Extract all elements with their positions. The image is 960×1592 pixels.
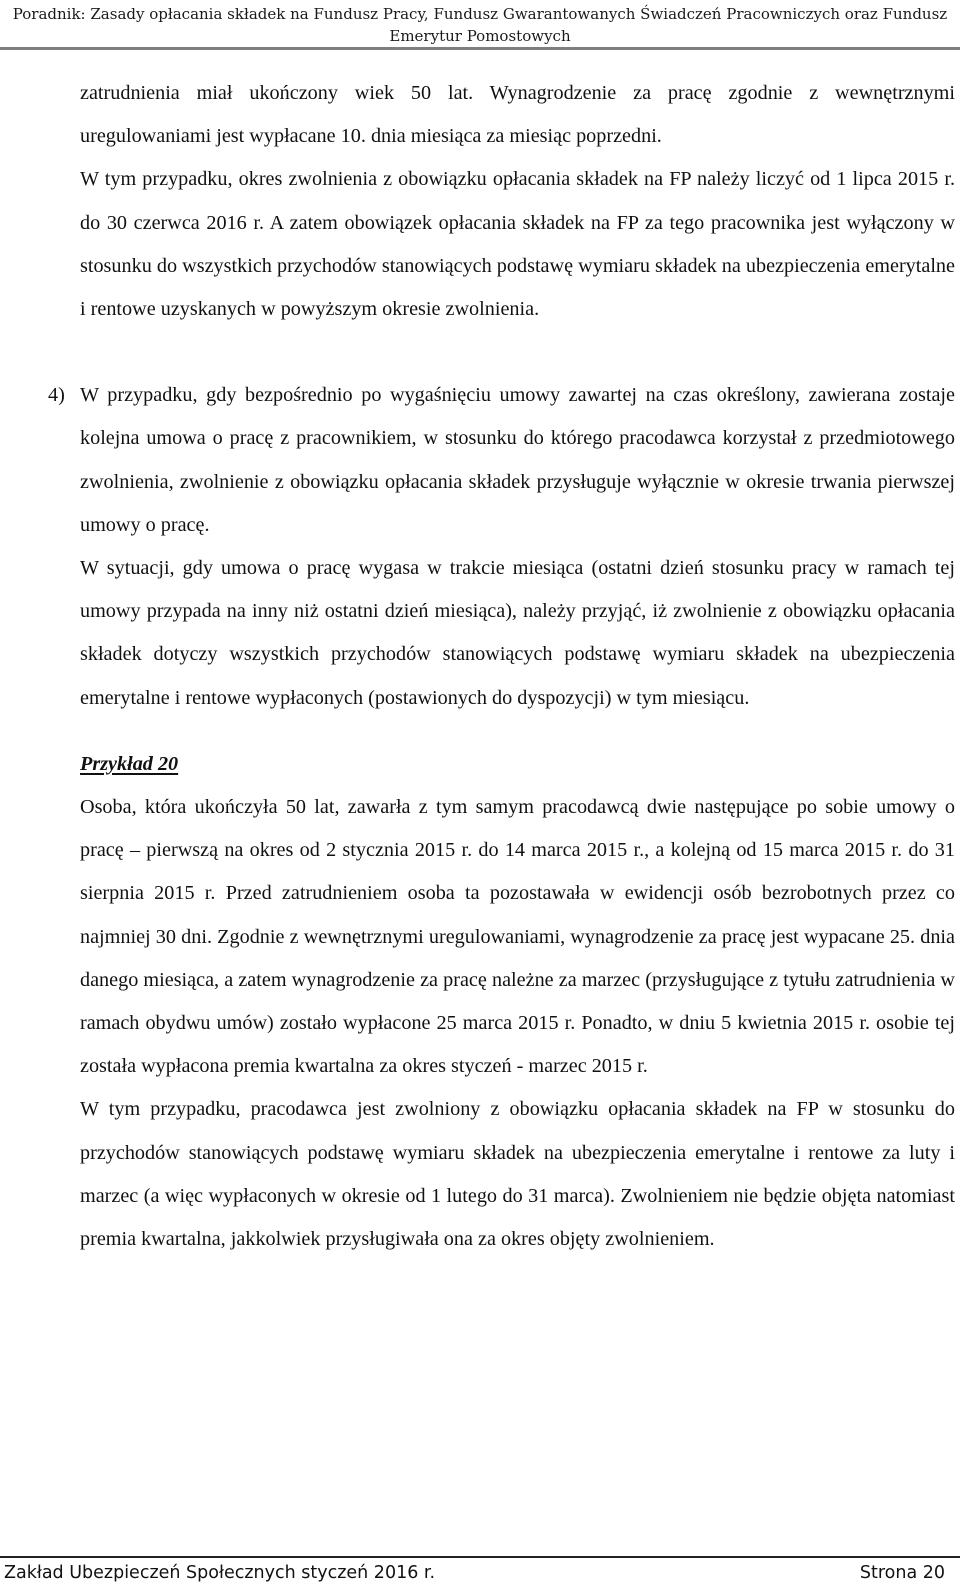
result-paragraph: W tym przypadku, okres zwolnienia z obowiązku opłacania składek na FP należy liczyć od 1 lipca 2015 r. do 30 czerwca 2016 r. A zatem obowiązek opłacania składek na FP za tego pracownika jest wyłączony w stosunku do wszystkich przychodów stanowiących podstawę wymiaru składek na ubezpieczenia emerytalne i rentowe uzyskanych w powyższym okresie zwolnienia. [80,168,955,321]
page-number: Strona 20 [859,1563,945,1583]
footer-organization-date: Zakład Ubezpieczeń Społecznych styczeń 2016 r. [4,1563,436,1583]
page-footer [0,1556,960,1592]
document-body [48,72,955,1261]
example-title: Przykład 20 [80,752,179,775]
header-divider [0,47,960,50]
item-number: 4) [48,384,65,407]
running-header [0,0,960,49]
example-section [80,743,955,1261]
numbered-item-4 [48,374,955,720]
item-4-paragraph-1: W przypadku, gdy bezpośrednio po wygaśnięciu umowy zawartej na czas określony, zawierana zostaje kolejna umowa o pracę z pracownikiem, w stosunku do którego pracodawca korzystał z przedmiotowego zwolnienia, zwolnienie z obowiązku opłacania składek przysługuje wyłącznie w okresie trwania pierwszej umowy o pracę. [80,384,955,536]
item-4-paragraph-2: W sytuacji, gdy umowa o pracę wygasa w trakcie miesiąca (ostatni dzień stosunku pracy w ramach tej umowy przypada na inny niż ostatni dzień miesiąca), należy przyjąć, iż zwolnienie z obowiązku opłacania składek dotyczy wszystkich przychodów stanowiących podstawę wymiaru składek na ubezpieczenia emerytalne i rentowe wypłaconych (postawionych do dyspozycji) w tym miesiącu. [80,557,955,709]
continuation-paragraph: zatrudnienia miał ukończony wiek 50 lat. Wynagrodzenie za pracę zgodnie z wewnętrznymi uregulowaniami jest wypłacane 10. dnia miesiąca za miesiąc poprzedni. [80,82,955,148]
example-paragraph-1: Osoba, która ukończyła 50 lat, zawarła z tym samym pracodawcą dwie następujące po sobie umowy o pracę – pierwszą na okres od 2 stycznia 2015 r. do 14 marca 2015 r., a kolejną od 15 marca 2015 r. do 31 sierpnia 2015 r. Przed zatrudnieniem osoba ta pozostawała w ewidencji osób bezrobotnych przez co najmniej 30 dni. Zgodnie z wewnętrznymi uregulowaniami, wynagrodzenie za pracę jest wypacane 25. dnia danego miesiąca, a zatem wynagrodzenie za pracę należne za marzec (przysługujące z tytułu zatrudnienia w ramach obydwu umów) zostało wypłacone 25 marca 2015 r. Ponadto, w dniu 5 kwietnia 2015 r. osobie tej została wypłacona premia kwartalna za okres styczeń - marzec 2015 r. [80,796,955,1078]
header-title: Poradnik: Zasady opłacania składek na Fundusz Pracy, Fundusz Gwarantowanych Świadczeń Pracowniczych oraz Fundusz Emerytur Pomostowych [12,5,948,45]
footer-divider [0,1556,960,1558]
example-paragraph-2: W tym przypadku, pracodawca jest zwolniony z obowiązku opłacania składek na FP w stosunku do przychodów stanowiących podstawę wymiaru składek na ubezpieczenia emerytalne i rentowe za luty i marzec (a więc wypłaconych w okresie od 1 lutego do 31 marca). Zwolnieniem nie będzie objęta natomiast premia kwartalna, jakkolwiek przysługiwała ona za okres objęty zwolnieniem. [80,1098,955,1251]
